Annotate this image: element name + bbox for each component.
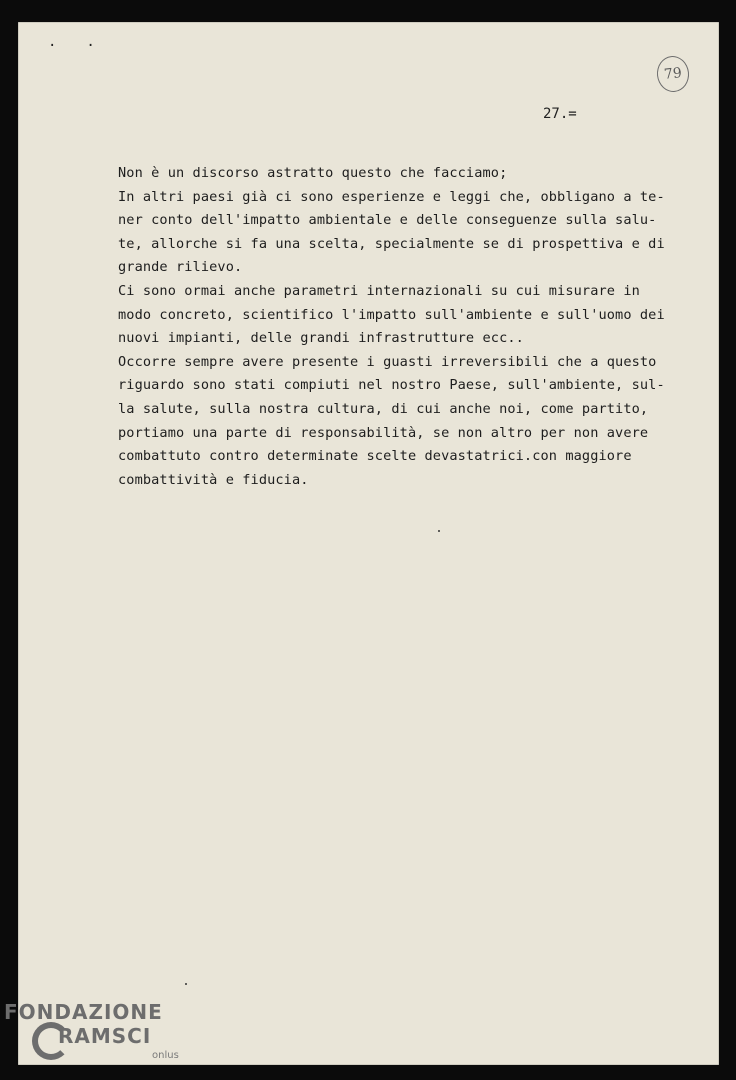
text-line: la salute, sulla nostra cultura, di cui anche noi, come partito, bbox=[118, 400, 649, 417]
text-line: te, allorche si fa una scelta, specialmente se di prospettiva e di bbox=[118, 235, 665, 252]
fondazione-gramsci-logo bbox=[4, 1000, 194, 1080]
corner-marks: ·· bbox=[48, 38, 125, 54]
text-line: In altri paesi già ci sono esperienze e leggi che, obbligano a te- bbox=[118, 188, 665, 205]
text-line: riguardo sono stati compiuti nel nostro Paese, sull'ambiente, sul- bbox=[118, 377, 665, 394]
text-line: Occorre sempre avere presente i guasti irreversibili che a questo bbox=[118, 353, 657, 370]
text-line: nuovi impianti, delle grandi infrastrutture ecc.. bbox=[118, 330, 524, 347]
paper-speck bbox=[438, 530, 440, 532]
text-line: Non è un discorso astratto questo che facciamo; bbox=[118, 165, 508, 181]
page-number: 27.= bbox=[543, 106, 577, 122]
archive-number-stamp: 79 bbox=[655, 54, 691, 93]
typed-body-text bbox=[118, 162, 678, 492]
text-line: portiamo una parte di responsabilità, se non altro per non avere bbox=[118, 424, 649, 441]
text-line: ner conto dell'impatto ambientale e delle conseguenze sulla salu- bbox=[118, 212, 657, 229]
text-line: modo concreto, scientifico l'impatto sull'ambiente e sull'uomo dei bbox=[118, 306, 665, 323]
text-line: grande rilievo. bbox=[118, 259, 243, 276]
paper-speck bbox=[185, 983, 187, 985]
logo-text-top: FONDAZIONE bbox=[4, 1000, 163, 1024]
text-line: combattività e fiducia. bbox=[118, 471, 309, 488]
text-line: combattuto contro determinate scelte devastatrici.con maggiore bbox=[118, 448, 632, 465]
logo-suffix: onlus bbox=[152, 1050, 179, 1061]
text-line: Ci sono ormai anche parametri internazionali su cui misurare in bbox=[118, 282, 640, 299]
logo-text-bottom: RAMSCI bbox=[58, 1024, 152, 1048]
